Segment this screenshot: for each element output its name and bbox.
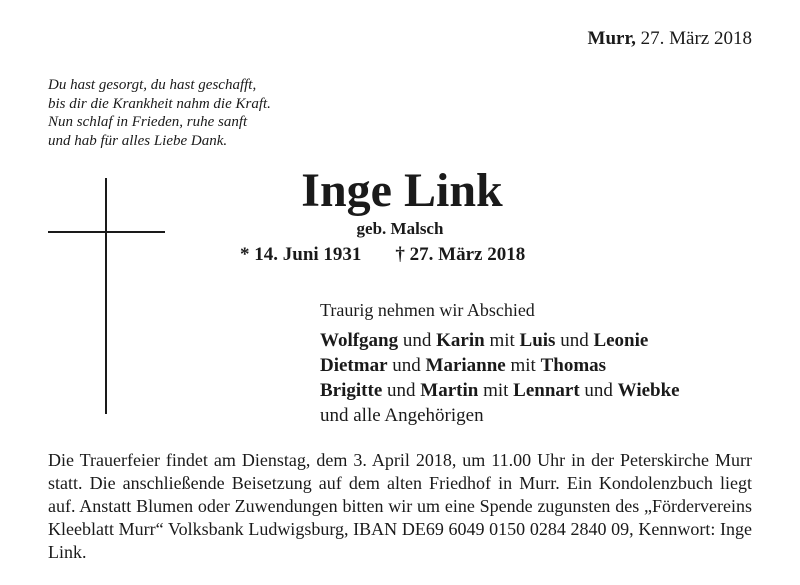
mourner-name: Marianne (425, 355, 506, 376)
notice-date: 27. März 2018 (640, 28, 752, 49)
poem-line: bis dir die Krankheit nahm die Kraft. (48, 95, 271, 112)
mourner-connector: und (382, 380, 421, 401)
funeral-notice: Die Trauerfeier findet am Dienstag, dem 3. April 2018, um 11.00 Uhr in der Peterskirche Murr statt. Die anschließende Beisetzung auf dem alten Friedhof in Murr. Ein Kondolenzbuch liegt auf. Anstatt Blumen oder Zuwendungen bitten wir um eine Spende zugunsten des „Fördervereins Kleeblatt Murr“ Volksbank Ludwigsburg, IBAN DE69 6049 0150 0284 2840 09, Kennwort: Inge Link. (48, 450, 752, 562)
mourner-connector: mit (484, 330, 520, 351)
maiden-name: geb. Malsch (356, 219, 444, 238)
mourner-name: Leonie (593, 330, 649, 351)
mourner-name: Dietmar (320, 355, 388, 376)
poem-line: Du hast gesorgt, du hast geschafft, (48, 77, 257, 93)
mourner-line (320, 403, 680, 428)
mourner-name: Brigitte (320, 380, 383, 401)
place-date (588, 28, 752, 50)
place: Murr, (587, 28, 636, 49)
mourner-name: Luis (519, 330, 556, 351)
mourner-name: Lennart (513, 380, 580, 401)
poem-line: und hab für alles Liebe Dank. (48, 132, 228, 149)
mourner-line (320, 328, 680, 353)
poem-line: Nun schlaf in Frieden, ruhe sanft (48, 114, 248, 130)
mourner-connector: mit (505, 355, 541, 376)
poem (48, 76, 271, 150)
mourners-block (320, 298, 680, 428)
mourner-name: Thomas (540, 355, 607, 376)
mourner-name: Wiebke (617, 380, 680, 401)
mourner-line (320, 378, 680, 403)
life-dates (240, 244, 525, 266)
mourner-connector: und alle Angehörigen (320, 405, 484, 426)
mourner-name: Karin (436, 330, 485, 351)
birth-date: * 14. Juni 1931 (240, 244, 362, 265)
mourner-connector: und (555, 330, 594, 351)
mourner-name: Martin (420, 380, 479, 401)
mourner-name: Wolfgang (320, 330, 399, 351)
deceased-name: Inge Link (301, 164, 503, 217)
mourner-connector: und (387, 355, 426, 376)
mourner-connector: und (398, 330, 437, 351)
death-date: † 27. März 2018 (395, 244, 526, 265)
mourners-list (320, 328, 680, 428)
mourner-line (320, 353, 680, 378)
mourners-intro: Traurig nehmen wir Abschied (320, 300, 535, 320)
mourner-connector: mit (478, 380, 514, 401)
mourner-connector: und (579, 380, 618, 401)
